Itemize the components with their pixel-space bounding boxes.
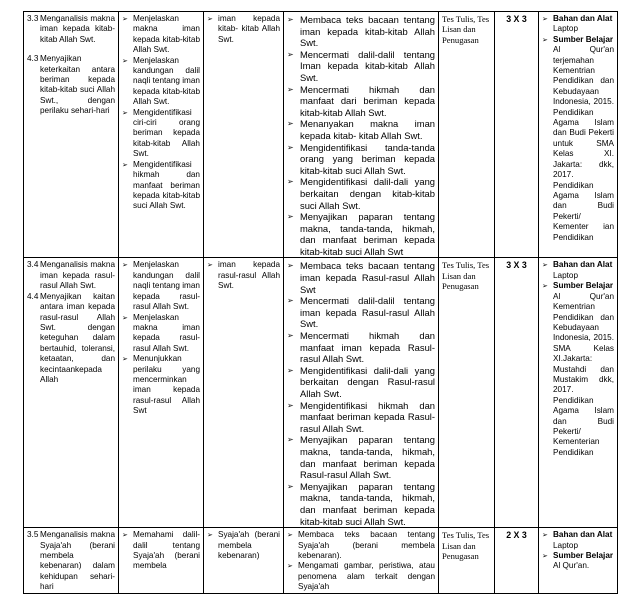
list-item: ➢ Mengidentifikasi hikmah dan manfaat beriman kepada kitab-kitab suci Allah Swt. bbox=[122, 160, 200, 212]
indikator-cell bbox=[119, 528, 204, 593]
list-item: ➢ Menjelaskan kandungan dalil naqli tentang iman kepada kitab-kitab Allah Swt. bbox=[122, 56, 200, 108]
kegiatan-cell bbox=[284, 528, 439, 593]
kd-item: 3.3 Menganalisis makna iman kepada kitab- kitab Allah Swt. bbox=[27, 14, 115, 44]
list-item: ➢ Menyajikan paparan tentang makna, tanda-tanda, hikmah, dan manfaat beriman kepada kitab-kitab suci Allah Swt. bbox=[287, 481, 435, 527]
sumber-cell bbox=[539, 258, 618, 528]
alokasi-waktu-cell: 2 X 3 bbox=[495, 528, 539, 593]
kegiatan-cell bbox=[284, 258, 439, 528]
list-item: ➢ Menjelaskan makna iman kepada rasul-rasul Allah Swt. bbox=[122, 313, 200, 355]
kd-item: 4.4 Menyajikan kaitan antara iman kepada rasul-rasul Allah Swt. dengan keteguhan dalam bertauhid, toleransi, ketaatan, dan kecintaankepada Allah bbox=[27, 291, 115, 384]
list-item: ➢ Menunjukkan perilaku yang mencerminkan iman kepada rasul-rasul Allah Swt bbox=[122, 354, 200, 416]
penilaian-cell: Tes Tulis, Tes Lisan dan Penugasan bbox=[439, 528, 495, 593]
list-item: ➢ Sumber Belajar Al Qur'an. bbox=[542, 551, 614, 572]
sumber-cell bbox=[539, 528, 618, 593]
list-item: ➢ Mencermati hikmah dan manfaat dari beriman kepada kitab-kitab Allah Swt. bbox=[287, 84, 435, 119]
list-item: ➢ Mencermati dalil-dalil tentang Iman kepada kitab-kitab Allah Swt. bbox=[287, 49, 435, 84]
list-item: ➢ Bahan dan Alat Laptop bbox=[542, 260, 614, 281]
list-item: ➢ Menjelaskan kandungan dalil naqli tentang iman kepada rasul-rasul Allah Swt. bbox=[122, 260, 200, 312]
list-item: ➢ Bahan dan Alat Laptop bbox=[542, 530, 614, 551]
materi-cell bbox=[204, 12, 284, 258]
list-item: ➢ Sumber Belajar Al Qur'an Kementrian Pendidikan dan Kebudayaan Indonesia, 2015. SMA Kelas XI.Jakarta: Mustahdi dan Mustakim dkk, 2017. Pendidikan Agama Islam dan Budi Pekerti/ Kementerian Pendidikan bbox=[542, 281, 614, 458]
kompetensi-dasar-cell bbox=[24, 12, 119, 258]
list-item: ➢ Menyajikan paparan tentang makna, tanda-tanda, hikmah, dan manfaat beriman kepada kitab-kitab suci Allah Swt bbox=[287, 211, 435, 257]
syllabus-table bbox=[23, 11, 618, 594]
indikator-cell bbox=[119, 12, 204, 258]
list-item: ➢ iman kepada rasul-rasul Allah Swt. bbox=[207, 260, 280, 291]
list-item: ➢ Menjelaskan makna iman kepada kitab-kitab Allah Swt. bbox=[122, 14, 200, 56]
alokasi-waktu-cell: 3 X 3 bbox=[495, 258, 539, 528]
kd-item: 3.4 Menganalisis makna iman kepada rasul- rasul Allah Swt. bbox=[27, 260, 115, 291]
penilaian-cell: Tes Tulis, Tes Lisan dan Penugasan bbox=[439, 12, 495, 258]
alokasi-waktu-cell: 3 X 3 bbox=[495, 12, 539, 258]
list-item: ➢ Mengamati gambar, peristiwa, atau penomena alam terkait dengan Syaja'ah bbox=[287, 561, 435, 592]
sumber-cell bbox=[539, 12, 618, 258]
table-row bbox=[24, 258, 618, 528]
list-item: ➢ Mengidentifikasi dalil-dali yang berkaitan dengan Rasul-rasul Allah Swt. bbox=[287, 365, 435, 400]
list-item: ➢ Mengidentifikasi ciri-ciri orang beriman kepada kitab-kitab Allah Swt. bbox=[122, 108, 200, 160]
list-item: ➢ Mencermati dalil-dalil tentang iman kepada Rasul-rasul Allah Swt. bbox=[287, 295, 435, 330]
materi-cell bbox=[204, 528, 284, 593]
list-item: ➢ iman kepada kitab- kitab Allah Swt. bbox=[207, 14, 280, 45]
kompetensi-dasar-cell bbox=[24, 528, 119, 593]
materi-cell bbox=[204, 258, 284, 528]
kegiatan-cell bbox=[284, 12, 439, 258]
list-item: ➢ Sumber Belajar Al Qur'an terjemahan Kementrian Pendidikan dan Kebudayaan Indonesia, 2015. Pendidikan Agama Islam dan Budi Pekerti untuk SMA Kelas XI. Jakarta: dkk, 2017. Pendidikan Agama Islam dan Budi Pekerti/ Kementer ian Pendidikan bbox=[542, 35, 614, 243]
list-item: ➢ Mengidentifikasi hikmah dan manfaat beriman kepada Rasul-rasul Allah Swt. bbox=[287, 400, 435, 435]
kd-item: 3.5 Menganalisis makna Syaja'ah (berani membela kebenaran) dalam kehidupan sehari- hari bbox=[27, 530, 115, 592]
kd-item: 4.3 Menyajikan keterkaitan antara beriman kepada kitab-kitab suci Allah Swt., dengan perilaku sehari-hari bbox=[27, 54, 115, 116]
list-item: ➢ Mengidentifikasi tanda-tanda orang yang beriman kepada kitab-kitab suci Allah Swt. bbox=[287, 142, 435, 177]
list-item: ➢ Memahami dalil-dalil tentang Syaja'ah (berani membela bbox=[122, 530, 200, 572]
kompetensi-dasar-cell bbox=[24, 258, 119, 528]
penilaian-cell: Tes Tulis, Tes Lisan dan Penugasan bbox=[439, 258, 495, 528]
indikator-cell bbox=[119, 258, 204, 528]
list-item: ➢ Membaca teks bacaan tentang Syaja'ah (berani membela kebenaran). bbox=[287, 530, 435, 561]
list-item: ➢ Menanyakan makna iman kepada kitab- kitab Allah Swt. bbox=[287, 118, 435, 141]
table-row bbox=[24, 12, 618, 258]
list-item: ➢ Membaca teks bacaan tentang iman kepada Rasul-rasul Allah Swt bbox=[287, 260, 435, 295]
list-item: ➢ Membaca teks bacaan tentang iman kepada kitab-kitab Allah Swt. bbox=[287, 14, 435, 49]
list-item: ➢ Mengidentifikasi dalil-dali yang berkaitan dengan kitab-kitab suci Allah Swt. bbox=[287, 176, 435, 211]
list-item: ➢ Syaja'ah (berani membela kebenaran) bbox=[207, 530, 280, 561]
list-item: ➢ Mencermati hikmah dan manfaat iman kepada Rasul-rasul Allah Swt. bbox=[287, 330, 435, 365]
table-row bbox=[24, 528, 618, 593]
list-item: ➢ Menyajikan paparan tentang makna, tanda-tanda, hikmah, dan manfaat beriman kepada Rasul-rasul Allah Swt. bbox=[287, 434, 435, 480]
list-item: ➢ Bahan dan Alat Laptop bbox=[542, 14, 614, 35]
